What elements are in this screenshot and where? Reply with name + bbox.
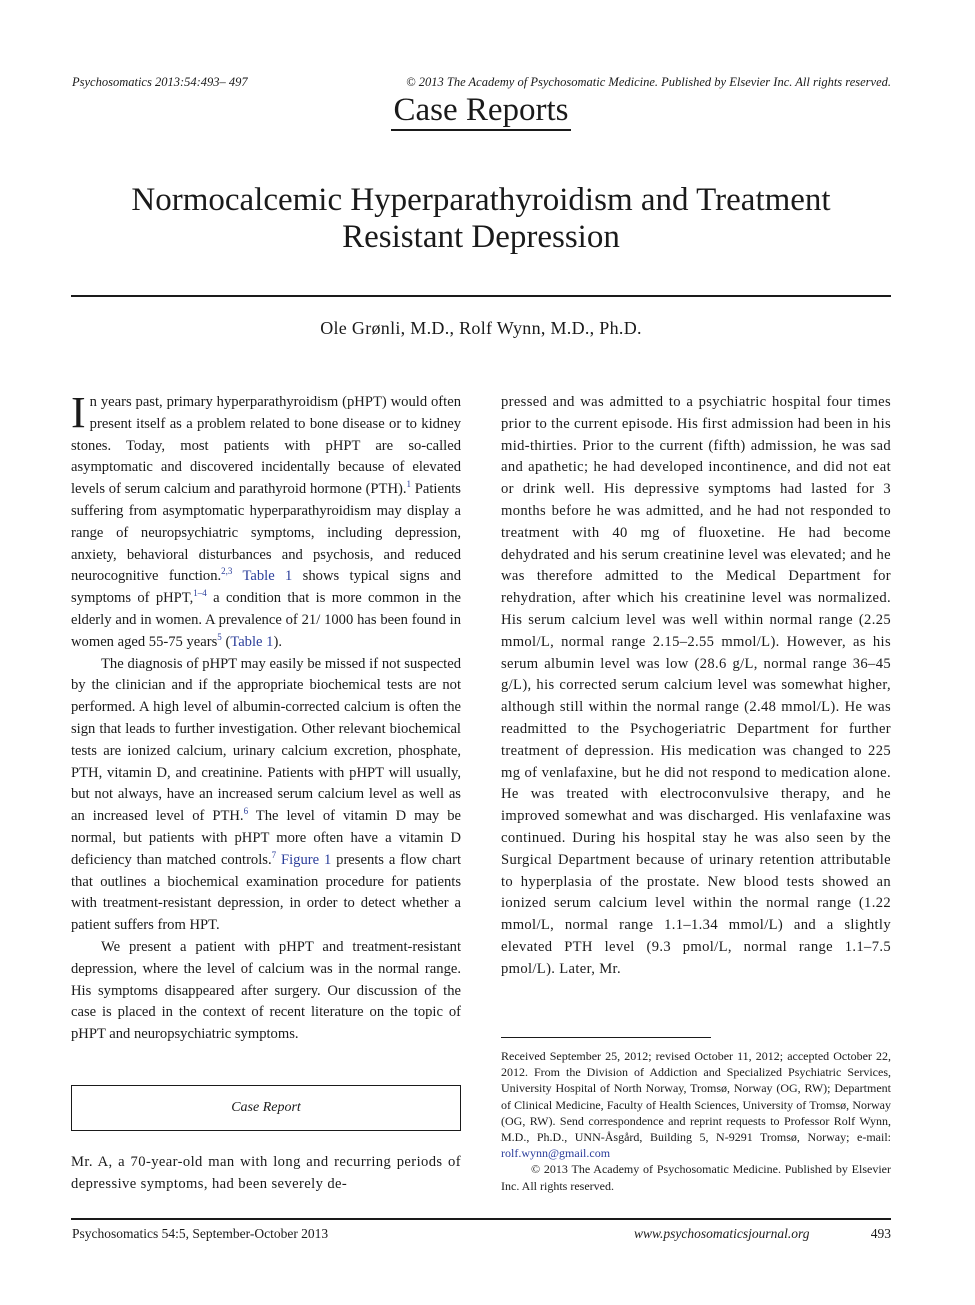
text-run: presents a flow chart that outlines a biochemical examination procedure for patients with treatment-resistant depression, in order to detect whether a patient suffers from HPT. <box>71 851 461 934</box>
text-run: a condition that is more common in the elderly and in women. A prevalence of 21/ 1000 has been found in women aged 55-75 years <box>71 590 461 650</box>
text-run: n years past, primary hyperparathyroidism (pHPT) would often present itself as a problem related to bone disease or to kidney stones. Today, most patients with pHPT are so-called asymptomatic and discovered incidentally because of elevated levels of serum calcium and parathyroid hormone (PTH). <box>71 394 461 498</box>
figure-link[interactable]: Figure 1 <box>281 851 332 868</box>
citation-ref[interactable]: 7 <box>271 849 277 860</box>
table-link[interactable]: Table 1 <box>230 633 274 650</box>
title-divider <box>71 295 891 297</box>
email-link[interactable]: rolf.wynn@gmail.com <box>501 1146 611 1161</box>
intro-column <box>71 388 461 1046</box>
journal-citation: Psychosomatics 2013:54:493– 497 <box>72 75 248 89</box>
citation-ref[interactable]: 1–4 <box>193 588 207 599</box>
footer-journal: Psychosomatics 54:5, September-October 2013 <box>72 1226 329 1241</box>
text-run: Patients suffering from asymptomatic hyperparathyroidism may display a range of neuropsychiatric symptoms, including depression, anxiety, behavioral disturbances and psychosis, and reduced neurocognitive function. <box>71 481 461 585</box>
citation-ref[interactable]: 6 <box>243 806 249 817</box>
text-run: ). <box>273 633 282 650</box>
table-link[interactable]: Table 1 <box>242 568 293 585</box>
text-run: The level of vitamin D may be normal, but patients with pHPT more often have a vitamin D deficiency than matched controls. <box>71 808 461 868</box>
section-label: Case Reports <box>391 92 570 131</box>
text-run: ( <box>221 633 231 650</box>
citation-ref[interactable]: 5 <box>217 631 222 642</box>
case-report-box: Case Report <box>71 1085 461 1131</box>
author-line: Ole Grønli, M.D., Rolf Wynn, M.D., Ph.D. <box>320 318 642 338</box>
footnote-divider <box>501 1037 711 1038</box>
intro-paragraph-1 <box>71 388 461 654</box>
case-paragraph-continued: pressed and was admitted to a psychiatric hospital four times prior to the current episode. His first admission had been in his mid-thirties. Prior to the current (fifth) admission, he was sad and apathetic; he had developed incontinence, and did not eat or drink well. His depressive symptoms had lasted for 3 months before he was admitted, and he had not responded to treatment with 40 mg of fluoxetine. He had become dehydrated and his serum creatinine level was elevated; and he was therefore admitted to the Medical Department for rehydration, after which his creatinine level was normalized. His serum calcium level was well within normal range (2.25 mmol/L, normal range 2.15–2.55 mmol/L). However, as his serum albumin level was low (28.6 g/L, normal range 36–45 g/L), his corrected serum calcium level was somewhat higher, although still within the normal range (2.48 mmol/L). He was readmitted to the Psychogeriatric Department for further treatment of depression. His medication was changed to 225 mg of venlafaxine, but he did not respond to medication alone. He was treated with electroconvulsive therapy, and he improved somewhat and was discharged. His venlafaxine was continued. During his hospital stay he was also seen by the Surgical Department because of urinary retention attributable to hyperplasia of the prostate. New blood tests showed an ionized serum calcium level within the normal range (1.22 mmol/L, normal range 1.1–1.34 mmol/L) and a slightly elevated PTH level (9.3 pmol/L, normal range 1.1–7.5 pmol/L). Later, Mr. <box>501 394 891 977</box>
intro-paragraph-2 <box>71 654 461 937</box>
copyright-header: © 2013 The Academy of Psychosomatic Medicine. Published by Elsevier Inc. All rights reserved. <box>406 75 891 89</box>
intro-paragraph-3: We present a patient with pHPT and treatment-resistant depression, where the level of calcium was in the normal range. His symptoms disappeared after surgery. Our discussion of the case is placed in the context of recent literature on the topic of pHPT and neuropsychiatric symptoms. <box>71 938 461 1043</box>
text-run: The diagnosis of pHPT may easily be missed if not suspected by the clinician and if the appropriate biochemical tests are not performed. A high level of albumin-corrected calcium is often the sign that leads to further investigation. Other relevant biochemical tests are ionized calcium, urinary calcium excretion, phosphate, PTH, vitamin D, and creatinine. Patients with pHPT will usually, but not always, have an increased serum calcium level as well as an increased level of PTH. <box>71 655 461 825</box>
text-run: shows typical signs and symptoms of pHPT, <box>71 568 461 607</box>
footnote-copyright: © 2013 The Academy of Psychosomatic Medicine. Published by Elsevier Inc. All rights reserved. <box>501 1162 891 1193</box>
citation-ref[interactable]: 1 <box>406 479 412 490</box>
received-note <box>501 1048 891 1161</box>
text-run: Received September 25, 2012; revised October 11, 2012; accepted October 22, 2012. From the Division of Addiction and Specialized Psychiatric Services, University Hospital of North Norway, Tromsø, Norway (OG, RW); Department of Clinical Medicine, Faculty of Health Sciences, University of Tromsø, Norway (OG, RW). Send correspondence and reprint requests to Professor Rolf Wynn, M.D., Ph.D., UNN-Åsgård, Building 5, N-9291 Tromsø, Norway; e-mail: <box>501 1049 891 1145</box>
footer-url[interactable]: www.psychosomaticsjournal.org <box>634 1226 810 1241</box>
citation-ref[interactable]: 2,3 <box>221 566 233 577</box>
section-heading <box>0 92 962 129</box>
case-column <box>501 392 891 981</box>
article-footnote <box>501 1048 891 1194</box>
page-number: 493 <box>870 1226 891 1241</box>
case-paragraph-start: Mr. A, a 70-year-old man with long and recurring periods of depressive symptoms, had been severely de- <box>71 1154 461 1192</box>
article-title: Normocalcemic Hyperparathyroidism and Treatment Resistant Depression <box>131 182 831 255</box>
drop-cap: I <box>71 388 86 437</box>
footer-divider <box>71 1218 891 1220</box>
